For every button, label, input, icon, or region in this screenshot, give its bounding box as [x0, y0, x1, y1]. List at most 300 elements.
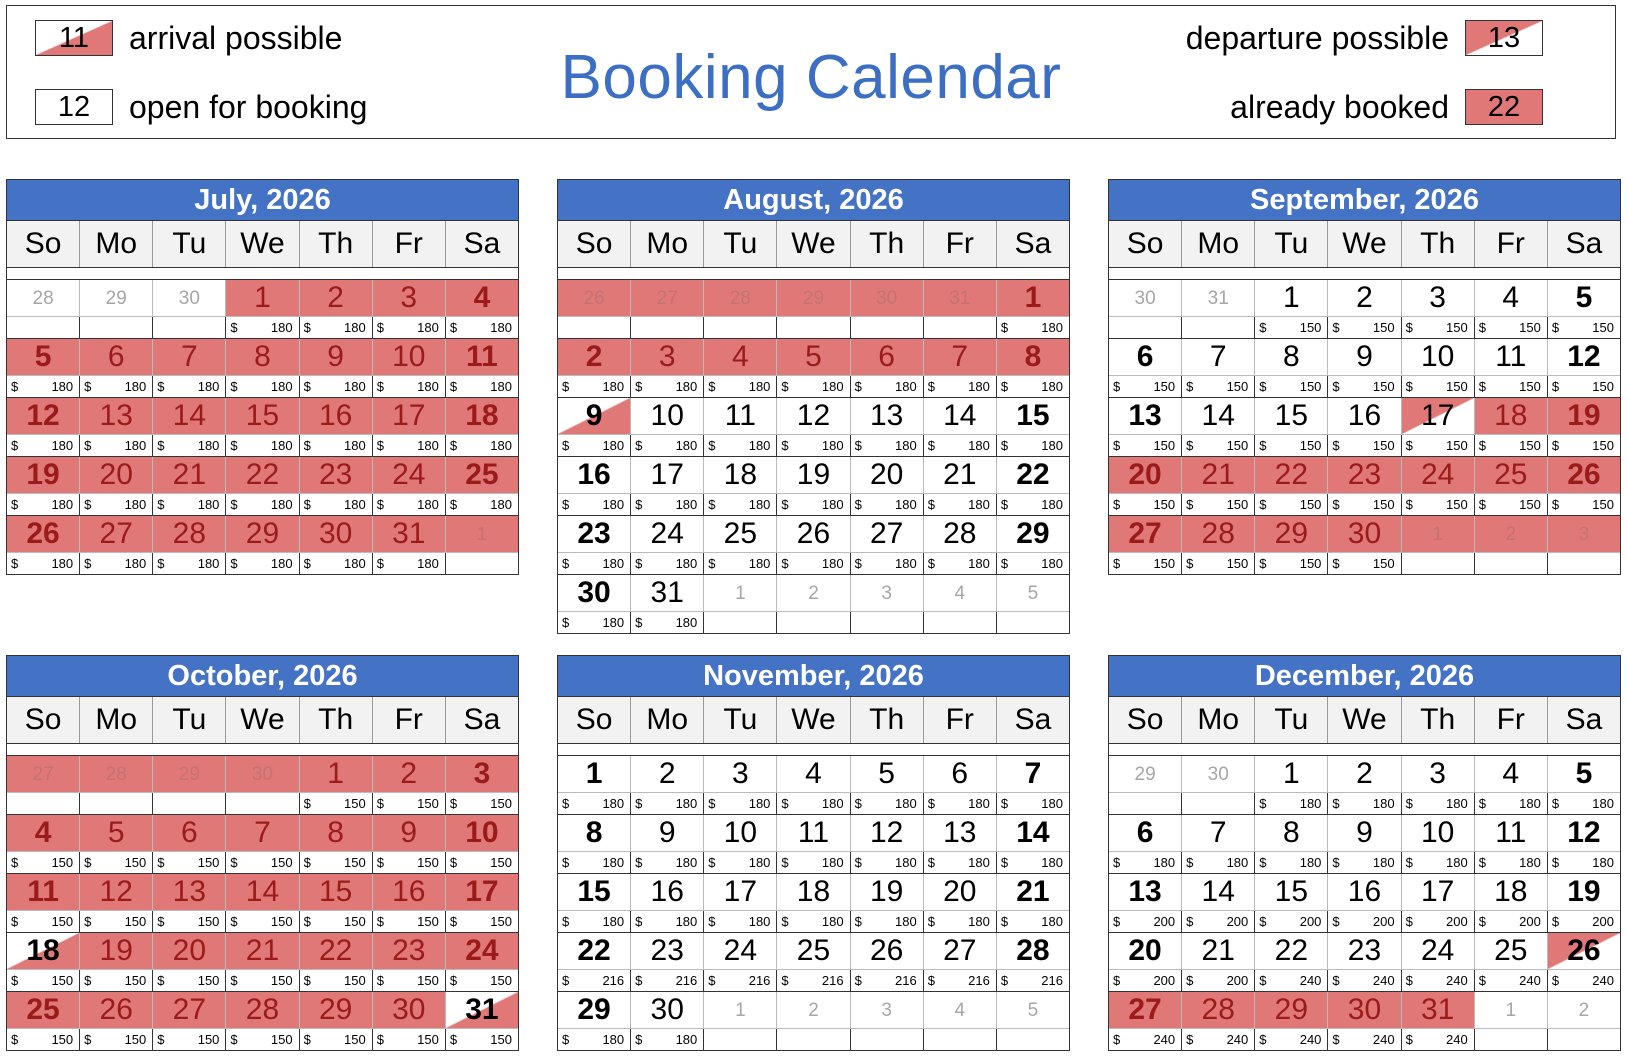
- currency-symbol: $: [854, 497, 862, 512]
- day-cell[interactable]: [997, 516, 1069, 552]
- day-cell[interactable]: [7, 874, 80, 910]
- price-value: 180: [602, 556, 625, 571]
- day-cell[interactable]: [851, 815, 924, 851]
- day-number: 12: [1567, 816, 1601, 849]
- day-cell[interactable]: [704, 933, 777, 969]
- day-cell[interactable]: [777, 756, 850, 792]
- day-cell[interactable]: [924, 398, 997, 434]
- day-cell[interactable]: [1182, 815, 1255, 851]
- price-value: 200: [1226, 914, 1249, 929]
- currency-symbol: $: [1478, 855, 1486, 870]
- day-cell[interactable]: [1255, 874, 1328, 910]
- day-cell[interactable]: [631, 874, 704, 910]
- day-price: [1402, 494, 1475, 515]
- currency-symbol: $: [1551, 497, 1560, 512]
- day-price: [226, 1029, 299, 1050]
- day-cell[interactable]: [153, 516, 226, 552]
- day-cell[interactable]: [1255, 756, 1328, 792]
- adjacent-month-day: [1182, 280, 1255, 316]
- day-cell[interactable]: [851, 457, 924, 493]
- day-price: [851, 793, 924, 814]
- day-cell[interactable]: [777, 398, 850, 434]
- day-cell[interactable]: [631, 575, 704, 611]
- weekday-label: We: [777, 697, 850, 743]
- day-cell[interactable]: [7, 815, 80, 851]
- day-number: 26: [1567, 934, 1601, 967]
- day-cell[interactable]: [153, 339, 226, 375]
- day-cell[interactable]: [631, 756, 704, 792]
- day-cell[interactable]: [851, 398, 924, 434]
- day-price: [226, 970, 299, 991]
- price-value: 180: [270, 438, 293, 453]
- day-cell[interactable]: [7, 398, 80, 434]
- weekday-label: We: [226, 221, 299, 267]
- day-number: 22: [318, 934, 353, 967]
- price-value: 180: [821, 497, 844, 512]
- week-row: [558, 516, 1069, 575]
- currency-symbol: $: [11, 556, 19, 571]
- day-price: [997, 553, 1069, 574]
- day-cell[interactable]: [997, 815, 1069, 851]
- day-cell[interactable]: [373, 280, 446, 316]
- day-cell[interactable]: [373, 933, 446, 969]
- day-cell[interactable]: [924, 457, 997, 493]
- currency-symbol: $: [84, 1032, 92, 1047]
- currency-symbol: $: [1332, 973, 1340, 988]
- day-cell[interactable]: [1255, 280, 1328, 316]
- currency-symbol: $: [1259, 855, 1267, 870]
- day-cell[interactable]: [997, 457, 1069, 493]
- day-number: 11: [466, 340, 498, 373]
- day-price: [373, 494, 446, 515]
- day-cell[interactable]: [1182, 516, 1255, 552]
- day-price: [373, 793, 446, 814]
- price-value: 180: [675, 855, 698, 870]
- day-cell[interactable]: [1255, 992, 1328, 1028]
- day-cell[interactable]: [997, 874, 1069, 910]
- day-cell[interactable]: [1182, 398, 1255, 434]
- day-cell[interactable]: [1548, 280, 1620, 316]
- day-price: [1109, 1029, 1182, 1050]
- day-price: [1182, 494, 1255, 515]
- day-number: 29: [1016, 517, 1050, 550]
- currency-symbol: $: [1478, 914, 1486, 929]
- day-cell[interactable]: [1402, 992, 1475, 1028]
- day-cell[interactable]: [777, 516, 850, 552]
- day-cell[interactable]: [1328, 933, 1401, 969]
- day-price: [226, 793, 299, 814]
- day-cell[interactable]: [153, 933, 226, 969]
- day-price: [1328, 553, 1401, 574]
- price-row: [558, 552, 1069, 575]
- day-number: 1: [735, 582, 746, 604]
- day-cell[interactable]: [997, 933, 1069, 969]
- day-cell[interactable]: [7, 339, 80, 375]
- day-number: 21: [245, 934, 280, 967]
- day-cell[interactable]: [300, 280, 373, 316]
- day-cell[interactable]: [631, 815, 704, 851]
- day-number: 2: [1356, 281, 1373, 314]
- weekday-label: Tu: [153, 221, 226, 267]
- day-cell[interactable]: [300, 339, 373, 375]
- day-cell[interactable]: [558, 516, 631, 552]
- day-cell[interactable]: [704, 457, 777, 493]
- day-cell[interactable]: [704, 398, 777, 434]
- day-cell[interactable]: [997, 339, 1069, 375]
- day-cell[interactable]: [1402, 815, 1475, 851]
- day-price: [1475, 494, 1548, 515]
- price-row: [7, 969, 518, 992]
- day-cell[interactable]: [80, 815, 153, 851]
- day-cell[interactable]: [446, 280, 518, 316]
- day-cell[interactable]: [1255, 933, 1328, 969]
- day-cell[interactable]: [373, 398, 446, 434]
- currency-symbol: $: [854, 914, 862, 929]
- day-cell[interactable]: [7, 992, 80, 1028]
- day-cell[interactable]: [1548, 339, 1620, 375]
- day-cell[interactable]: [300, 516, 373, 552]
- day-cell[interactable]: [226, 457, 299, 493]
- day-price: [1548, 970, 1620, 991]
- day-cell[interactable]: [558, 933, 631, 969]
- day-cell[interactable]: [558, 575, 631, 611]
- day-cell[interactable]: [1475, 457, 1548, 493]
- day-cell[interactable]: [1548, 398, 1620, 434]
- day-cell[interactable]: [924, 516, 997, 552]
- day-cell[interactable]: [1328, 516, 1401, 552]
- day-row: [1109, 516, 1620, 552]
- day-cell[interactable]: [300, 756, 373, 792]
- day-cell[interactable]: [558, 398, 631, 434]
- day-cell[interactable]: [80, 992, 153, 1028]
- day-cell[interactable]: [373, 339, 446, 375]
- day-cell[interactable]: [226, 280, 299, 316]
- day-cell[interactable]: [446, 457, 518, 493]
- day-cell[interactable]: [777, 815, 850, 851]
- day-number: 28: [943, 517, 977, 550]
- day-cell[interactable]: [1255, 398, 1328, 434]
- day-cell[interactable]: [1328, 756, 1401, 792]
- day-number: 27: [943, 934, 977, 967]
- weekday-label: Sa: [1565, 227, 1603, 260]
- day-cell[interactable]: [924, 933, 997, 969]
- day-cell[interactable]: [1475, 339, 1548, 375]
- day-cell[interactable]: [851, 874, 924, 910]
- day-number: 1: [735, 999, 746, 1021]
- day-cell[interactable]: [446, 398, 518, 434]
- day-price: [631, 612, 704, 633]
- weekday-header: [7, 221, 518, 268]
- day-cell[interactable]: [1109, 339, 1182, 375]
- day-cell[interactable]: [1255, 516, 1328, 552]
- day-cell[interactable]: [226, 398, 299, 434]
- day-cell[interactable]: [446, 933, 518, 969]
- day-cell[interactable]: [153, 815, 226, 851]
- price-value: 180: [821, 914, 844, 929]
- day-cell[interactable]: [704, 516, 777, 552]
- weekday-label: Sa: [463, 227, 501, 260]
- day-cell[interactable]: [226, 339, 299, 375]
- day-cell[interactable]: [226, 815, 299, 851]
- day-cell[interactable]: [1475, 756, 1548, 792]
- day-price: [1109, 494, 1182, 515]
- day-cell[interactable]: [1475, 398, 1548, 434]
- day-cell[interactable]: [1475, 280, 1548, 316]
- price-value: 200: [1446, 914, 1468, 929]
- day-cell[interactable]: [226, 874, 299, 910]
- day-price: [300, 911, 373, 932]
- day-price: [1109, 553, 1182, 574]
- day-cell[interactable]: [1548, 457, 1620, 493]
- day-number: 26: [796, 517, 831, 550]
- day-cell[interactable]: [558, 457, 631, 493]
- day-cell[interactable]: [373, 457, 446, 493]
- day-cell[interactable]: [1402, 874, 1475, 910]
- day-cell[interactable]: [558, 992, 631, 1028]
- day-cell[interactable]: [1182, 933, 1255, 969]
- day-number: 15: [1016, 399, 1050, 432]
- currency-symbol: $: [562, 379, 570, 394]
- day-cell[interactable]: [446, 992, 518, 1028]
- day-cell[interactable]: [997, 398, 1069, 434]
- currency-symbol: $: [1551, 855, 1560, 870]
- currency-symbol: $: [157, 1032, 165, 1047]
- price-value: 150: [417, 1032, 439, 1047]
- day-cell[interactable]: [1328, 339, 1401, 375]
- day-price: [80, 852, 153, 873]
- day-cell[interactable]: [704, 815, 777, 851]
- price-value: 180: [821, 796, 844, 811]
- day-cell[interactable]: [1109, 992, 1182, 1028]
- day-price: [851, 852, 924, 873]
- day-number: 29: [1134, 763, 1156, 785]
- day-cell[interactable]: [558, 756, 631, 792]
- currency-symbol: $: [1332, 320, 1340, 335]
- day-cell[interactable]: [80, 339, 153, 375]
- day-price: [1548, 435, 1620, 456]
- day-price: [631, 435, 704, 456]
- month-calendar: [557, 655, 1070, 1051]
- day-number: 30: [1134, 287, 1156, 309]
- day-cell[interactable]: [924, 339, 997, 375]
- day-cell[interactable]: [1328, 457, 1401, 493]
- price-value: 150: [490, 796, 512, 811]
- currency-symbol: $: [1186, 914, 1194, 929]
- day-cell[interactable]: [80, 457, 153, 493]
- currency-symbol: $: [635, 914, 643, 929]
- day-cell[interactable]: [1402, 280, 1475, 316]
- day-cell[interactable]: [80, 516, 153, 552]
- day-cell[interactable]: [851, 756, 924, 792]
- day-cell[interactable]: [997, 280, 1069, 316]
- day-cell[interactable]: [300, 992, 373, 1028]
- currency-symbol: $: [1332, 914, 1340, 929]
- day-number: 30: [251, 763, 274, 785]
- day-cell[interactable]: [80, 398, 153, 434]
- day-cell[interactable]: [1548, 756, 1620, 792]
- day-cell[interactable]: [1182, 339, 1255, 375]
- day-price: [153, 435, 226, 456]
- price-value: 150: [1226, 438, 1249, 453]
- month-title: August, 2026: [558, 180, 1069, 221]
- day-cell[interactable]: [1109, 516, 1182, 552]
- day-cell[interactable]: [997, 756, 1069, 792]
- day-number: 6: [107, 340, 125, 373]
- day-cell[interactable]: [1109, 933, 1182, 969]
- day-cell[interactable]: [373, 992, 446, 1028]
- price-value: 180: [602, 379, 625, 394]
- price-value: 180: [748, 796, 771, 811]
- day-cell[interactable]: [373, 874, 446, 910]
- day-cell[interactable]: [704, 756, 777, 792]
- day-price: [851, 911, 924, 932]
- day-cell[interactable]: [631, 516, 704, 552]
- day-cell[interactable]: [631, 933, 704, 969]
- day-cell[interactable]: [1182, 457, 1255, 493]
- day-price: [1475, 376, 1548, 397]
- day-cell[interactable]: [153, 874, 226, 910]
- day-row: [1109, 933, 1620, 969]
- day-cell[interactable]: [777, 457, 850, 493]
- day-cell[interactable]: [924, 815, 997, 851]
- day-cell[interactable]: [777, 933, 850, 969]
- currency-symbol: $: [449, 914, 458, 929]
- currency-symbol: $: [708, 796, 716, 811]
- adjacent-month-day: [7, 756, 80, 792]
- currency-symbol: $: [157, 438, 165, 453]
- day-cell[interactable]: [80, 933, 153, 969]
- day-cell[interactable]: [1328, 398, 1401, 434]
- day-cell[interactable]: [1475, 815, 1548, 851]
- day-cell[interactable]: [1402, 457, 1475, 493]
- day-cell[interactable]: [373, 516, 446, 552]
- day-cell[interactable]: [226, 992, 299, 1028]
- day-cell[interactable]: [631, 457, 704, 493]
- day-cell[interactable]: [153, 457, 226, 493]
- day-cell[interactable]: [1402, 756, 1475, 792]
- day-cell[interactable]: [226, 516, 299, 552]
- day-cell[interactable]: [1548, 874, 1620, 910]
- day-price: [558, 317, 631, 338]
- day-cell[interactable]: [1255, 339, 1328, 375]
- day-cell[interactable]: [704, 339, 777, 375]
- day-cell[interactable]: [1475, 874, 1548, 910]
- currency-symbol: $: [1405, 379, 1413, 394]
- day-cell[interactable]: [446, 874, 518, 910]
- day-cell[interactable]: [1109, 457, 1182, 493]
- day-number: 22: [577, 934, 611, 967]
- day-cell[interactable]: [1182, 874, 1255, 910]
- day-cell[interactable]: [153, 398, 226, 434]
- day-cell[interactable]: [631, 339, 704, 375]
- day-cell[interactable]: [631, 992, 704, 1028]
- day-cell[interactable]: [1328, 815, 1401, 851]
- price-value: 150: [51, 914, 74, 929]
- price-value: 180: [1041, 855, 1063, 870]
- day-cell[interactable]: [924, 756, 997, 792]
- day-cell[interactable]: [300, 457, 373, 493]
- day-cell[interactable]: [777, 874, 850, 910]
- day-cell[interactable]: [1182, 992, 1255, 1028]
- day-cell[interactable]: [558, 874, 631, 910]
- day-cell[interactable]: [80, 874, 153, 910]
- day-cell[interactable]: [851, 933, 924, 969]
- currency-symbol: $: [376, 556, 384, 571]
- day-cell[interactable]: [153, 992, 226, 1028]
- day-number: 10: [1420, 340, 1455, 373]
- day-cell[interactable]: [1328, 874, 1401, 910]
- day-number: 10: [465, 816, 499, 849]
- currency-symbol: $: [376, 320, 384, 335]
- day-cell[interactable]: [7, 516, 80, 552]
- day-cell[interactable]: [373, 756, 446, 792]
- day-cell[interactable]: [777, 339, 850, 375]
- day-cell[interactable]: [1475, 933, 1548, 969]
- price-value: 240: [1446, 973, 1468, 988]
- day-number: 2: [400, 757, 418, 790]
- currency-symbol: $: [1186, 855, 1194, 870]
- day-cell[interactable]: [446, 815, 518, 851]
- day-cell[interactable]: [924, 874, 997, 910]
- day-number: 17: [465, 875, 499, 908]
- day-cell[interactable]: [1402, 933, 1475, 969]
- day-number: 21: [1201, 458, 1235, 491]
- day-cell[interactable]: [446, 339, 518, 375]
- day-cell[interactable]: [631, 398, 704, 434]
- day-cell[interactable]: [300, 933, 373, 969]
- day-cell[interactable]: [1328, 992, 1401, 1028]
- day-cell[interactable]: [300, 874, 373, 910]
- day-cell[interactable]: [851, 516, 924, 552]
- adjacent-month-day: [226, 756, 299, 792]
- month-calendar: [6, 179, 519, 575]
- day-cell[interactable]: [300, 815, 373, 851]
- day-number: 29: [802, 287, 825, 309]
- legend-arrival-swatch: 11: [35, 20, 113, 56]
- day-cell[interactable]: [300, 398, 373, 434]
- day-cell[interactable]: [1109, 815, 1182, 851]
- day-cell[interactable]: [226, 933, 299, 969]
- price-value: 180: [51, 497, 74, 512]
- day-cell[interactable]: [704, 874, 777, 910]
- day-cell[interactable]: [1328, 280, 1401, 316]
- day-cell[interactable]: [446, 756, 518, 792]
- day-cell[interactable]: [558, 339, 631, 375]
- day-cell[interactable]: [1548, 933, 1620, 969]
- day-cell[interactable]: [7, 457, 80, 493]
- day-number: 2: [658, 757, 676, 790]
- day-cell[interactable]: [1255, 815, 1328, 851]
- price-value: 150: [490, 855, 512, 870]
- day-row: [558, 457, 1069, 493]
- day-cell[interactable]: [1109, 398, 1182, 434]
- currency-symbol: $: [376, 796, 384, 811]
- day-price: [226, 911, 299, 932]
- day-cell[interactable]: [1548, 815, 1620, 851]
- day-cell[interactable]: [1402, 398, 1475, 434]
- day-cell[interactable]: [851, 339, 924, 375]
- day-cell[interactable]: [558, 815, 631, 851]
- day-cell[interactable]: [1255, 457, 1328, 493]
- day-cell[interactable]: [373, 815, 446, 851]
- day-price: [704, 553, 777, 574]
- day-price: [704, 376, 777, 397]
- day-cell[interactable]: [1402, 339, 1475, 375]
- currency-symbol: $: [1259, 497, 1267, 512]
- day-cell[interactable]: [1109, 874, 1182, 910]
- day-price: [1182, 317, 1255, 338]
- day-cell[interactable]: [7, 933, 80, 969]
